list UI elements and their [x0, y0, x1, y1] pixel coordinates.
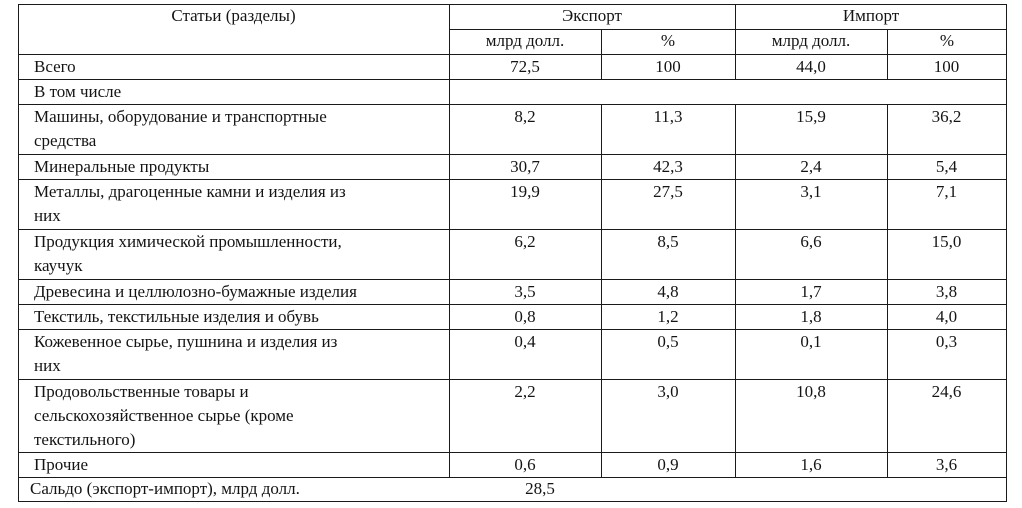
column-header-items: Статьи (разделы)	[171, 6, 296, 25]
import-percent-cell: 7,1	[935, 182, 958, 201]
row-label: сельскохозяйственное сырье (кроме	[34, 406, 294, 425]
row-label: каучук	[34, 256, 83, 275]
table-rule	[1006, 154, 1007, 179]
import-value-cell: 0,1	[800, 332, 822, 351]
table-rule	[1006, 304, 1007, 329]
row-label: них	[34, 206, 61, 225]
export-value-cell: 19,9	[510, 182, 540, 201]
import-percent-cell: 3,8	[935, 282, 958, 301]
import-percent-cell: 24,6	[931, 382, 962, 401]
table-rule	[18, 104, 19, 154]
subheader-import-value: млрд долл.	[771, 31, 851, 50]
table-rule	[18, 4, 19, 54]
export-percent-cell: 3,0	[657, 382, 679, 401]
import-percent-cell: 15,0	[931, 232, 962, 251]
subheader-import-percent: %	[939, 31, 955, 50]
table-rule	[18, 379, 19, 452]
export-value-cell: 0,4	[514, 332, 536, 351]
row-label: средства	[34, 131, 97, 150]
row-label: текстильного)	[34, 430, 136, 449]
row-label: В том числе	[34, 82, 122, 101]
table-rule	[18, 452, 19, 477]
row-label: Всего	[34, 57, 76, 76]
import-value-cell: 1,7	[800, 282, 822, 301]
subheader-export-percent: %	[660, 31, 676, 50]
table-rule	[1006, 477, 1007, 501]
import-value-cell: 2,4	[800, 157, 822, 176]
balance-value: 28,5	[525, 479, 555, 498]
subheader-export-value: млрд долл.	[485, 31, 565, 50]
export-percent-cell: 1,2	[657, 307, 679, 326]
table-rule	[18, 54, 19, 79]
row-label: Продукция химической промышленности,	[34, 232, 342, 251]
export-percent-cell: 100	[655, 57, 681, 76]
import-value-cell: 10,8	[796, 382, 826, 401]
row-label: Продовольственные товары и	[34, 382, 249, 401]
row-label: Текстиль, текстильные изделия и обувь	[34, 307, 319, 326]
table-rule	[1006, 329, 1007, 379]
table-rule	[18, 329, 19, 379]
row-label: Минеральные продукты	[34, 157, 210, 176]
export-value-cell: 8,2	[514, 107, 536, 126]
table-rule	[18, 304, 19, 329]
import-percent-cell: 0,3	[935, 332, 958, 351]
table-rule	[887, 29, 888, 54]
table-rule	[18, 477, 19, 501]
table-rule	[18, 501, 1007, 502]
table-rule	[18, 279, 19, 304]
row-label: них	[34, 356, 61, 375]
table-rule	[18, 154, 19, 179]
table-rule	[1006, 229, 1007, 279]
export-percent-cell: 0,5	[657, 332, 679, 351]
export-value-cell: 30,7	[510, 157, 540, 176]
export-percent-cell: 27,5	[653, 182, 683, 201]
export-percent-cell: 4,8	[657, 282, 679, 301]
row-label: Металлы, драгоценные камни и изделия из	[34, 182, 346, 201]
table-rule	[1006, 4, 1007, 54]
row-label: Прочие	[34, 455, 89, 474]
import-percent-cell: 3,6	[935, 455, 958, 474]
import-percent-cell: 4,0	[935, 307, 958, 326]
table-rule	[1006, 79, 1007, 104]
row-label: Машины, оборудование и транспортные	[34, 107, 327, 126]
export-value-cell: 0,6	[514, 455, 536, 474]
table-rule	[449, 4, 450, 54]
table-rule	[1006, 104, 1007, 154]
table-rule	[601, 29, 602, 54]
column-header-import: Импорт	[842, 6, 900, 25]
table-rule	[1006, 279, 1007, 304]
table-rule	[18, 79, 1007, 80]
import-percent-cell: 100	[933, 57, 960, 76]
table-rule	[18, 229, 19, 279]
table-rule	[449, 79, 450, 104]
export-percent-cell: 8,5	[657, 232, 679, 251]
export-percent-cell: 0,9	[657, 455, 679, 474]
table-rule	[1006, 379, 1007, 452]
export-percent-cell: 11,3	[653, 107, 683, 126]
table-rule	[735, 4, 736, 54]
export-percent-cell: 42,3	[653, 157, 683, 176]
column-header-export: Экспорт	[562, 6, 622, 25]
row-label: Кожевенное сырье, пушнина и изделия из	[34, 332, 338, 351]
export-value-cell: 72,5	[510, 57, 540, 76]
table-rule	[18, 179, 19, 229]
table-rule	[1006, 54, 1007, 79]
table-rule	[1006, 179, 1007, 229]
row-label: Древесина и целлюлозно-бумажные изделия	[34, 282, 357, 301]
import-percent-cell: 36,2	[931, 107, 962, 126]
import-value-cell: 3,1	[800, 182, 822, 201]
import-value-cell: 6,6	[800, 232, 822, 251]
import-value-cell: 15,9	[796, 107, 826, 126]
export-value-cell: 0,8	[514, 307, 536, 326]
import-value-cell: 44,0	[796, 57, 826, 76]
export-value-cell: 3,5	[514, 282, 536, 301]
table-rule	[1006, 452, 1007, 477]
balance-label: Сальдо (экспорт-импорт), млрд долл.	[30, 479, 300, 498]
import-value-cell: 1,6	[800, 455, 822, 474]
table-rule	[18, 79, 19, 104]
export-value-cell: 6,2	[514, 232, 536, 251]
import-percent-cell: 5,4	[935, 157, 958, 176]
export-value-cell: 2,2	[514, 382, 536, 401]
import-value-cell: 1,8	[800, 307, 822, 326]
